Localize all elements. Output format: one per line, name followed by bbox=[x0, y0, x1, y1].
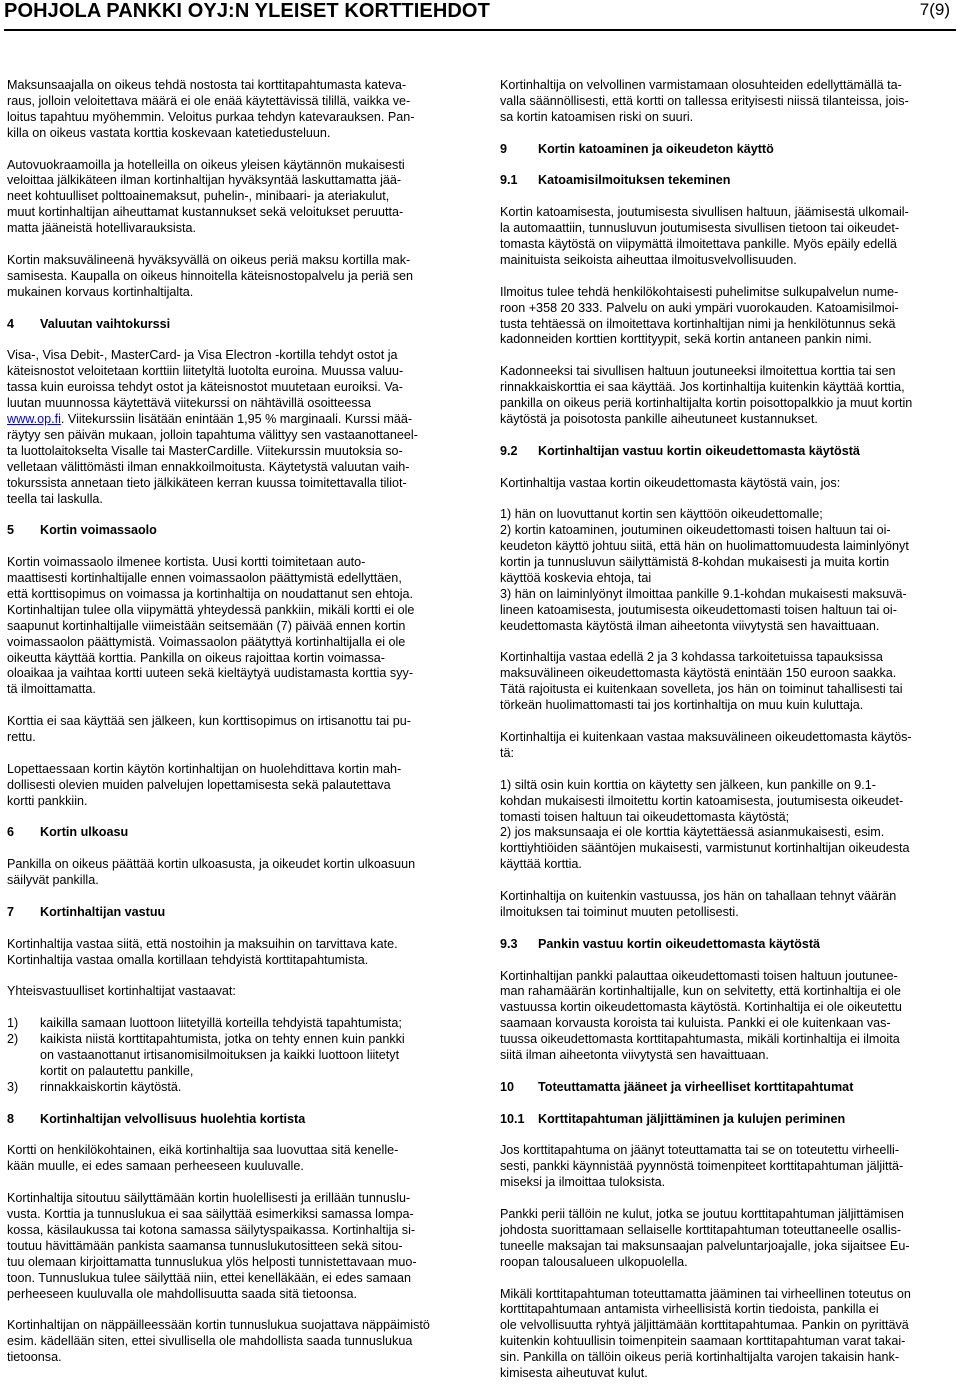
section-heading: 9 Kortin katoaminen ja oikeudeton käyttö bbox=[500, 141, 774, 156]
paragraph: Kortinhaltija vastaa siitä, että nostoihin ja maksuihin on tarvittava kate. Kortinhaltija vastaa omalla kortillaan tehdyistä korttitapahtumista. bbox=[7, 936, 398, 967]
paragraph: Visa-, Visa Debit-, MasterCard- ja Visa Electron -kortilla tehdyt ostot ja käteisnostot veloitetaan korttiin liitetyltä luotolta euroina. Muussa valuu- tassa kuin euroissa tehdyt ostot ja käteisnostot muutetaan euroiksi. Va- luutan muunnossa käytettävä viitekurssi on nähtävillä osoitteessa www.op.fi. Viitekurssiin lisätään enintään 1,95 % marginaali. Kurssi mää- räytyy sen päivän mukaan, jolloin tapahtuma välittyy sen vastaanottaneel- ta luottolaitokselta Visalle tai MasterCardille. Viitekurssin muutoksia so- velletaan välittömästi ilman ennakkoilmoitusta. Käytetystä valuutan vaih- tokurssista annetaan tieto jälkikäteen kerran kuussa toimitettavalla tiliot- teella tai laskulla. bbox=[7, 348, 418, 506]
paragraph: Kortinhaltija on kuitenkin vastuussa, jos hän on tahallaan tehnyt väärän ilmoituksen tai toiminut muuten petollisesti. bbox=[500, 889, 897, 919]
paragraph: Kortinhaltija vastaa kortin oikeudettomasta käytöstä vain, jos: bbox=[500, 475, 841, 490]
paragraph: 1) siltä osin kuin korttia on käytetty sen jälkeen, kun pankille on 9.1- kohdan mukaisesti ilmoitettu kortin katoamisesta, joutumisesta oikeudet- tomasti toisen haltuun tai oikeudettomasta käytöstä; 2) jos maksunsaaja ei ole korttia käytettäessä asianmukaisesti, esim. korttiyhtiöiden sääntöjen mukaisesti, varmistunut kortinhaltijan oikeudesta käyttää korttia. bbox=[500, 777, 910, 872]
paragraph: Maksunsaajalla on oikeus tehdä nostosta tai korttitapahtumasta kateva- raus, jolloin veloitettava määrä ei ole enää käytettävissä tilillä, vaikka ve- loitus tapahtuu myöhemmin. Veloitus purkaa tehdyn katevarauksen. Pan- killa on oikeus vastata korttia koskevaan katetiedusteluun. bbox=[7, 78, 415, 140]
paragraph: Lopettaessaan kortin käytön kortinhaltijan on huolehdittava kortin mah- dollisesti olevien muiden palvelujen lopettamisesta sekä palautettava kortti pankkiin. bbox=[7, 761, 402, 808]
paragraph: Kortin maksuvälineenä hyväksyvällä on oikeus periä maksu kortilla mak- samisesta. Kaupalla on oikeus hinnoitella käteisnostopalvelu ja periä sen mukainen korvaus kortinhaltijalta. bbox=[7, 252, 414, 299]
paragraph: Ilmoitus tulee tehdä henkilökohtaisesti puhelimitse sulkupalvelun nume- roon +358 20 333. Palvelu on auki ympäri vuorokauden. Katoamisilmoi- tusta tehtäessä on ilmoitettava kortinhaltijan nimi ja henkilötunnus sekä kadonneiden korttien korttityypit, sekä kortin antaneen pankin nimi. bbox=[500, 284, 899, 347]
paragraph: Kortti on henkilökohtainen, eikä kortinhaltija saa luovuttaa sitä kenelle- kään muulle, ei edes samaan perheeseen kuuluvalle. bbox=[7, 1143, 399, 1174]
section-heading: 10 Toteuttamatta jääneet ja virheelliset korttitapahtumat bbox=[500, 1079, 854, 1094]
right-column bbox=[500, 78, 958, 1398]
page-header bbox=[4, 0, 956, 26]
section-heading: 8 Kortinhaltijan velvollisuus huolehtia kortista bbox=[7, 1111, 306, 1126]
paragraph: Kadonneeksi tai sivullisen haltuun joutuneeksi ilmoitettua korttia tai sen rinnakkaiskorttia ei saa käyttää. Jos kortinhaltija kuitenkin käyttää korttia, pankilla on oikeus periä kortinhaltijalta kortin poisottopalkkio ja muut kortin käytöstä ja poisotosta pankille aiheutuneet kustannukset. bbox=[500, 364, 913, 426]
paragraph: Autovuokraamoilla ja hotelleilla on oikeus yleisen käytännön mukaisesti veloittaa jälkikäteen ilman kortinhaltijan hyväksyntää laskuttamatta jää- neet kohtuulliset polttoainemaksut, puhelin-, minibaari- ja ateriakulut, muut kortinhaltijan aiheuttamat kustannukset sekä veloitukset peruutta- matta jääneistä hotellivarauksista. bbox=[7, 157, 405, 236]
paragraph: Kortinhaltija vastaa edellä 2 ja 3 kohdassa tarkoitetuissa tapauksissa maksuvälineen oikeudettomasta käytöstä enintään 150 euroon saakka. Tätä rajoitusta ei kuitenkaan sovelleta, jos hän on toiminut tahallisesti tai törkeän huolimattomasti tai jos kortinhaltija on muu kuin kuluttaja. bbox=[500, 650, 903, 713]
header-divider bbox=[4, 29, 956, 31]
paragraph: 1) hän on luovuttanut kortin sen käyttöön oikeudettomalle; 2) kortin katoaminen, joutuminen oikeudettomasti toisen haltuun tai oi- keudeton käyttö johtuu siitä, että hän on huolimattomuudesta laiminlyönyt kortin ja tunnusluvun säilyttämistä 8-kohdan mukaisesti ja muita kortin käyttöä koskevia ehtoja, tai 3) hän on laiminlyönyt ilmoittaa pankille 9.1-kohdan mukaisesti maksuvä- lineen katoamisesta, joutumisesta oikeudettomasti toisen haltuun tai oi- keudettomasta käytöstä ilman aiheetonta viivytystä sen havaittuaan. bbox=[500, 507, 909, 633]
paragraph: Korttia ei saa käyttää sen jälkeen, kun korttisopimus on irtisanottu tai pu- rettu. bbox=[7, 714, 411, 745]
list-item: 3) rinnakkaiskortin käytöstä. bbox=[7, 1079, 182, 1094]
section-heading: 6 Kortin ulkoasu bbox=[7, 825, 129, 840]
paragraph: Kortinhaltija sitoutuu säilyttämään kortin huolellisesti ja erillään tunnuslu- vusta. Korttia ja tunnuslukua ei saa säilyttää esimerkiksi samassa lompa- kossa, käsilaukussa tai kotona samassa säilytyspaikassa. Kortinhaltija si- toutuu hävittämään pankista saamansa tunnuslukutositteen sekä sitou- tuu olemaan kirjoittamatta tunnuslukua ylös helposti tunnistettavaan muo- toon. Tunnuslukua tulee säilyttää niin, ettei kenelläkään, ei edes samaan perheeseen kuuluvalla ole mahdollisuutta saada sitä tietoonsa. bbox=[7, 1191, 417, 1301]
liability-list bbox=[7, 1016, 457, 1096]
paragraph: Pankilla on oikeus päättää kortin ulkoasusta, ja oikeudet kortin ulkoasuun säilyvät pankilla. bbox=[7, 857, 416, 888]
section-heading: 5 Kortin voimassaolo bbox=[7, 523, 157, 538]
paragraph: Kortin katoamisesta, joutumisesta sivullisen haltuun, jäämisestä ulkomail- la automaattiin, tunnusluvun joutumisesta sivullisen tietoon tai oikeudet- tomasta käytöstä on viipymättä ilmoitettava pankille. Myös epäily edellä mainituista seikoista aiheuttaa ilmoitusvelvollisuuden. bbox=[500, 205, 909, 267]
section-heading: 4 Valuutan vaihtokurssi bbox=[7, 316, 171, 331]
paragraph: Kortinhaltijan on näppäilleessään kortin tunnuslukua suojattava näppäimistö esim. kädellään siten, ettei sivullisella ole mahdollista saada tunnuslukua tietoonsa. bbox=[7, 1318, 430, 1365]
paragraph: Kortinhaltija on velvollinen varmistamaan olosuhteiden edellyttämällä ta- valla säännöllisesti, että kortti on tallessa erityisesti niissä tilanteissa, jois- sa kortin katoamisen riski on suuri. bbox=[500, 78, 909, 124]
paragraph: Mikäli korttitapahtuman toteuttamatta jääminen tai virheellinen toteutus on korttitapahtumaan antamista virheellisistä kortin tiedoista, pankilla ei ole velvollisuutta ryhtyä jäljittämään korttitapahtumaa. Pankin on pyrittävä kuitenkin kohtuullisin toimenpitein saamaan korttitapahtuman varat takai- sin. Pankilla on tällöin oikeus periä kortinhaltijalta varojen takaisin hank- kimisesta aiheutuvat kulut. bbox=[500, 1286, 911, 1381]
op-fi-link[interactable]: www.op.fi bbox=[7, 411, 61, 426]
section-heading: 10.1 Korttitapahtuman jäljittäminen ja kulujen periminen bbox=[500, 1111, 846, 1126]
section-heading: 7 Kortinhaltijan vastuu bbox=[7, 904, 166, 919]
list-item: 2) kaikista niistä korttitapahtumista, jotka on tehty ennen kuin pankki on vastaanottanut irtisanomisilmoituksen ja kaikki luottoon liitetyt kortit on palautettu pankille, bbox=[7, 1032, 405, 1078]
left-column bbox=[7, 78, 457, 1382]
page-number: 7(9) bbox=[919, 0, 950, 19]
paragraph: Kortinhaltijan pankki palauttaa oikeudettomasti toisen haltuun joutunee- man rahamäärän kortinhaltijalle, kun on selvitetty, että kortinhaltija ei ole vastuussa kortin oikeudettomasta käytöstä. Kortinhaltija ei ole oikeutettu saamaan korvausta koroista tai kuluista. Pankki ei ole kuitenkaan vas- tuussa oikeudettomasta korttitapahtumasta, mikäli kortinhaltija ei ilmoita siitä ilman aiheetonta viivytystä sen havaittuaan. bbox=[500, 968, 902, 1063]
section-heading: 9.2 Kortinhaltijan vastuu kortin oikeudettomasta käytöstä bbox=[500, 443, 860, 458]
paragraph: Kortin voimassaolo ilmenee kortista. Uusi kortti toimitetaan auto- maattisesti kortinhaltijalle ennen voimassaolon päättymistä edellyttäen, että korttisopimus on voimassa ja kortinhaltija on noudattanut sen ehtoja. Kortinhaltijan tulee olla viipymättä yhteydessä pankkiin, mikäli kortti ei ole saapunut kortinhaltijalle viimeistään seitsemään (7) päivää ennen kortin voimassaolon päättymistä. Voimassaolon päätyttyä kortinhaltijalla ei ole oikeutta käyttää korttia. Pankilla on oikeus rajoittaa kortin voimassa- oloaikaa ja vaihtaa kortti uuteen sekä kieltäytyä uudistamasta korttia syy- tä ilmoittamatta. bbox=[7, 555, 415, 697]
paragraph: Kortinhaltija ei kuitenkaan vastaa maksuvälineen oikeudettomasta käytös- tä: bbox=[500, 730, 912, 760]
paragraph: Jos korttitapahtuma on jäänyt toteuttamatta tai se on toteutettu virheelli- sesti, pankki käynnistää pyynnöstä toimenpiteet korttitapahtuman jäljittä- miseksi ja ilmoittaa tuloksista. bbox=[500, 1143, 904, 1190]
section-heading: 9.3 Pankin vastuu kortin oikeudettomasta käytöstä bbox=[500, 936, 821, 951]
section-heading: 9.1 Katoamisilmoituksen tekeminen bbox=[500, 173, 731, 188]
paragraph: Yhteisvastuulliset kortinhaltijat vastaavat: bbox=[7, 984, 236, 999]
list-item: 1) kaikilla samaan luottoon liitetyillä korteilla tehdyistä tapahtumista; bbox=[7, 1016, 402, 1031]
document-title: POHJOLA PANKKI OYJ:N YLEISET KORTTIEHDOT bbox=[4, 0, 490, 22]
paragraph: Pankki perii tällöin ne kulut, jotka se joutuu korttitapahtuman jäljittämisen johdosta suorittamaan sellaiselle korttitapahtuman toteuttaneelle osallis- tuneelle maksajan tai maksunsaajan palveluntarjoajalle, joka sijaitsee Eu- roopan talousalueen ulkopuolella. bbox=[500, 1207, 910, 1269]
